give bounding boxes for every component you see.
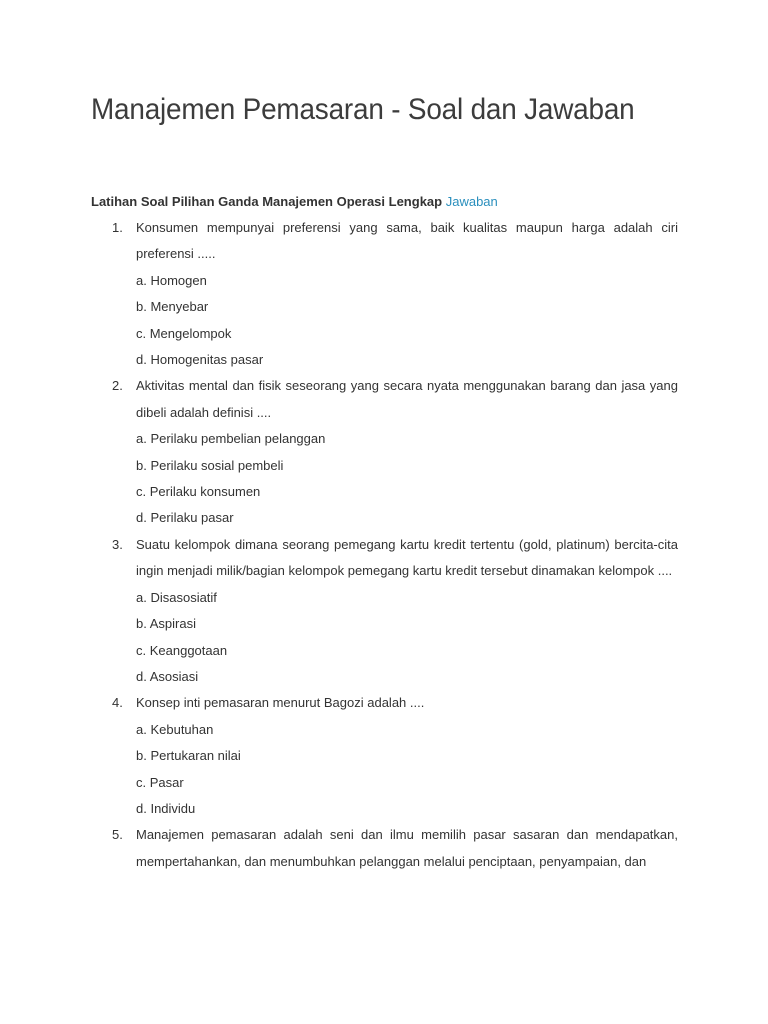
- answer-option: a. Perilaku pembelian pelanggan: [136, 431, 326, 447]
- section-heading: [91, 192, 498, 212]
- document-page: [91, 90, 678, 869]
- question-item: [91, 690, 678, 822]
- question-number: 4.: [112, 695, 123, 711]
- answer-option: a. Homogen: [136, 272, 207, 288]
- question-item: [91, 373, 678, 531]
- answer-option: d. Perilaku pasar: [136, 510, 234, 526]
- question-number: 3.: [112, 536, 123, 552]
- answer-option: b. Aspirasi: [136, 616, 196, 632]
- answer-option: c. Keanggotaan: [136, 642, 228, 658]
- question-text: Aktivitas mental dan fisik seseorang yang secara nyata menggunakan barang dan jasa yang dibeli adalah definisi ....: [136, 378, 678, 420]
- answer-option: b. Perilaku sosial pembeli: [136, 457, 284, 473]
- answer-option: b. Pertukaran nilai: [136, 748, 241, 764]
- question-number: 2.: [112, 378, 123, 394]
- question-number: 1.: [112, 220, 123, 235]
- question-text: Konsumen mempunyai preferensi yang sama, baik kualitas maupun harga adalah ciri preferensi .....: [136, 220, 678, 262]
- answer-option: d. Individu: [136, 800, 196, 816]
- answer-option: c. Mengelompok: [136, 325, 232, 341]
- answer-option: d. Homogenitas pasar: [136, 352, 264, 368]
- question-list: [91, 215, 678, 875]
- answer-option: a. Kebutuhan: [136, 721, 214, 737]
- question-text: Suatu kelompok dimana seorang pemegang kartu kredit tertentu (gold, platinum) bercita-cita ingin menjadi milik/bagian kelompok pemegang kartu kredit tersebut dinamakan kelompok ....: [136, 536, 678, 579]
- question-number: 5.: [112, 827, 123, 843]
- answer-option: b. Menyebar: [136, 299, 209, 315]
- question-text: Manajemen pemasaran adalah seni dan ilmu memilih pasar sasaran dan mendapatkan, mempertahankan, dan menumbuhkan pelanggan melalui penciptaan, penyampaian, dan: [136, 827, 678, 869]
- answer-option: a. Disasosiatif: [136, 589, 217, 605]
- page-title: Manajemen Pemasaran - Soal dan Jawaban: [91, 93, 635, 126]
- answer-link[interactable]: Jawaban: [445, 194, 498, 209]
- answer-option: c. Perilaku konsumen: [136, 484, 261, 500]
- question-item: [91, 532, 678, 690]
- question-item: [91, 215, 678, 373]
- section-heading-text: Latihan Soal Pilihan Ganda Manajemen Operasi Lengkap: [91, 194, 443, 209]
- answer-option: c. Pasar: [136, 774, 184, 790]
- question-item: [91, 822, 678, 875]
- question-text: Konsep inti pemasaran menurut Bagozi adalah ....: [136, 695, 425, 711]
- answer-option: d. Asosiasi: [136, 668, 199, 684]
